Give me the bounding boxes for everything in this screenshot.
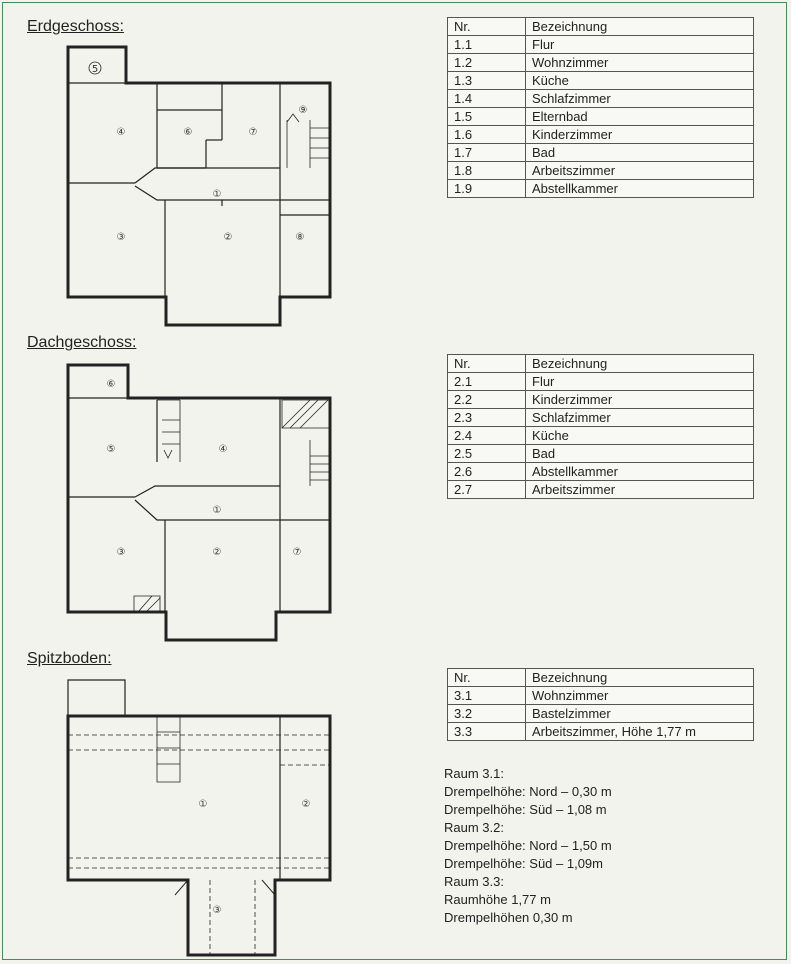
room-name: Arbeitszimmer — [526, 481, 754, 499]
dg-label-3: ③ — [116, 547, 126, 558]
dg-label-1: ① — [212, 505, 222, 516]
room-number: 2.7 — [448, 481, 526, 499]
floor-plan-spitzboden — [68, 680, 330, 955]
room-name: Bastelzimmer — [526, 705, 754, 723]
room-number: 1.4 — [448, 90, 526, 108]
note-line: Raum 3.2: — [444, 820, 504, 835]
eg-label-6: ⑥ — [183, 127, 193, 138]
floor-plan-erdgeschoss — [68, 47, 330, 325]
svg-text:5: 5 — [91, 64, 99, 75]
note-line: Drempelhöhe: Süd – 1,09m — [444, 856, 603, 871]
room-name: Arbeitszimmer, Höhe 1,77 m — [526, 723, 754, 741]
note-line: Drempelhöhe: Nord – 1,50 m — [444, 838, 612, 853]
dg-label-6: ⑥ — [106, 379, 116, 390]
dg-label-7: ⑦ — [292, 547, 302, 558]
room-number: 2.2 — [448, 391, 526, 409]
note-line: Drempelhöhe: Nord – 0,30 m — [444, 784, 612, 799]
note-line: Drempelhöhen 0,30 m — [444, 910, 573, 925]
room-number: 1.9 — [448, 180, 526, 198]
room-name: Bad — [526, 445, 754, 463]
column-header-nr: Nr. — [448, 669, 526, 687]
room-number: 1.6 — [448, 126, 526, 144]
column-header-bezeichnung: Bezeichnung — [526, 355, 754, 373]
room-number: 1.3 — [448, 72, 526, 90]
column-header-nr: Nr. — [448, 355, 526, 373]
note-line: Drempelhöhe: Süd – 1,08 m — [444, 802, 607, 817]
room-name: Abstellkammer — [526, 463, 754, 481]
room-name: Kinderzimmer — [526, 391, 754, 409]
room-name: Flur — [526, 373, 754, 391]
room-number: 3.2 — [448, 705, 526, 723]
eg-label-8: ⑧ — [295, 232, 305, 243]
eg-label-2: ② — [223, 232, 233, 243]
room-number: 2.3 — [448, 409, 526, 427]
room-name: Küche — [526, 427, 754, 445]
room-name: Arbeitszimmer — [526, 162, 754, 180]
column-header-bezeichnung: Bezeichnung — [526, 18, 754, 36]
room-number: 1.7 — [448, 144, 526, 162]
note-line: Raumhöhe 1,77 m — [444, 892, 551, 907]
room-number: 2.4 — [448, 427, 526, 445]
room-number: 3.3 — [448, 723, 526, 741]
room-name: Elternbad — [526, 108, 754, 126]
note-line: Raum 3.3: — [444, 874, 504, 889]
room-number: 1.1 — [448, 36, 526, 54]
note-line: Raum 3.1: — [444, 766, 504, 781]
room-name: Flur — [526, 36, 754, 54]
room-number: 1.2 — [448, 54, 526, 72]
room-name: Wohnzimmer — [526, 54, 754, 72]
eg-label-4: ④ — [116, 127, 126, 138]
room-name: Schlafzimmer — [526, 409, 754, 427]
room-number: 1.5 — [448, 108, 526, 126]
room-number: 2.1 — [448, 373, 526, 391]
room-number: 1.8 — [448, 162, 526, 180]
room-name: Schlafzimmer — [526, 90, 754, 108]
room-name: Wohnzimmer — [526, 687, 754, 705]
sb-label-1: ① — [198, 799, 208, 810]
column-header-nr: Nr. — [448, 18, 526, 36]
eg-label-9: ⑨ — [298, 105, 308, 116]
sb-label-3: ③ — [212, 905, 222, 916]
section-title-spitzboden: Spitzboden: — [27, 650, 112, 667]
room-name: Abstellkammer — [526, 180, 754, 198]
room-number: 2.6 — [448, 463, 526, 481]
dg-label-5: ⑤ — [106, 444, 116, 455]
room-name: Bad — [526, 144, 754, 162]
dg-label-2: ② — [212, 547, 222, 558]
eg-label-1: ① — [212, 189, 222, 200]
room-number: 2.5 — [448, 445, 526, 463]
eg-label-3: ③ — [116, 232, 126, 243]
section-title-dachgeschoss: Dachgeschoss: — [27, 334, 137, 351]
room-name: Kinderzimmer — [526, 126, 754, 144]
room-name: Küche — [526, 72, 754, 90]
room-number: 3.1 — [448, 687, 526, 705]
floor-plan-dachgeschoss — [68, 365, 330, 640]
sb-label-2: ② — [301, 799, 311, 810]
dg-label-4: ④ — [218, 444, 228, 455]
column-header-bezeichnung: Bezeichnung — [526, 669, 754, 687]
eg-label-7: ⑦ — [248, 127, 258, 138]
section-title-erdgeschoss: Erdgeschoss: — [27, 18, 124, 35]
